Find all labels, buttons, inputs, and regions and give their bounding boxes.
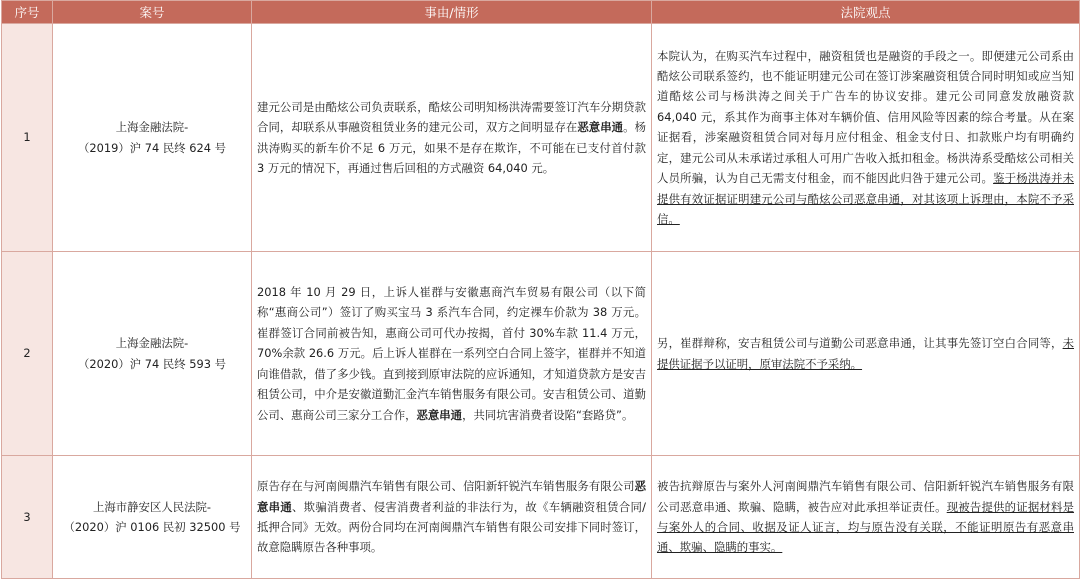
court-name: 上海金融法院- <box>115 120 189 135</box>
opinion-underlined: 未提供证据予以证明，原审法院不予采纳。 <box>657 336 1074 371</box>
facts-emphasis: 恶意串通 <box>577 120 624 135</box>
opinion-text: 被告抗辩原告与案外人河南闽鼎汽车销售有限公司、信阳新轩锐汽车销售服务有限公司恶意串通、欺骗、隐瞒，被告应对此承担举证责任。 <box>657 479 1074 514</box>
court-name: 上海金融法院- <box>115 336 189 351</box>
facts-emphasis: 恶意串通 <box>416 407 463 422</box>
table-row <box>2 456 1080 579</box>
facts-text: 原告存在与河南闽鼎汽车销售有限公司、信阳新轩锐汽车销售服务有限公司 <box>257 479 635 494</box>
table-row <box>2 24 1080 252</box>
opinion-cell <box>652 252 1080 456</box>
case-number: （2020）沪 74 民终 593 号 <box>77 356 227 371</box>
opinion-text: 另，崔群辩称，安吉租赁公司与道勤公司恶意串通，让其事先签订空白合同等， <box>657 336 1063 351</box>
row-seq: 2 <box>2 252 53 456</box>
facts-text-cont: 、欺骗消费者、侵害消费者利益的非法行为，故《车辆融资租赁合同/抵押合同》无效。两份合同均在河南闽鼎汽车销售有限公司安排下同时签订，故意隐瞒原告各种事项。 <box>257 499 646 555</box>
facts-text-cont: ，共同坑害消费者设陷“套路贷”。 <box>462 407 634 422</box>
opinion-cell <box>652 24 1080 252</box>
facts-text: 建元公司是由酷炫公司负责联系，酷炫公司明知杨洪涛需要签订汽车分期贷款合同，却联系从事融资租赁业务的建元公司，双方之间明显存在 <box>257 99 646 135</box>
opinion-text: 本院认为，在购买汽车过程中，融资租赁也是融资的手段之一。即便建元公司系由酷炫公司联系签约，也不能证明建元公司在签订涉案融资租赁合同时明知或应当知道酷炫公司与杨洪涛之间关于广告车的协议安排。建元公司同意发放融资款 64,040 元，系其作为商事主体对车辆价值、信用风险等因素的综合考量。从在案证据看，涉案融资租赁合同对每月应付租金、租金支付日、扣款账户均有明确约定，建元公司从未承诺过承租人可用广告收入抵扣租金。杨洪涛系受酷炫公司相关人员所骗，认为自己无需支付租金，而不能因此归咎于建元公司。 <box>657 48 1074 186</box>
table-header-row <box>2 1 1080 24</box>
header-seq: 序号 <box>2 1 53 24</box>
table-row <box>2 252 1080 456</box>
case-number: （2020）沪 0106 民初 32500 号 <box>63 520 241 534</box>
case-cell <box>53 252 252 456</box>
opinion-cell <box>652 456 1080 579</box>
row-seq: 3 <box>2 456 53 579</box>
row-seq: 1 <box>2 24 53 252</box>
case-cell <box>53 456 252 579</box>
case-number: （2019）沪 74 民终 624 号 <box>77 140 227 155</box>
case-table <box>1 0 1080 579</box>
facts-text-cont: 。杨洪涛购买的新车价不足 6 万元，如果不是存在欺诈，不可能在已支付首付款 3 万元的情况下，再通过售后回租的方式融资 64,040 元。 <box>257 120 646 175</box>
header-opinion: 法院观点 <box>652 1 1080 24</box>
header-facts: 事由/情形 <box>252 1 652 24</box>
court-name: 上海市静安区人民法院- <box>92 499 212 514</box>
facts-emphasis: 恶意串通 <box>257 479 646 514</box>
facts-cell <box>252 24 652 252</box>
facts-cell <box>252 252 652 456</box>
opinion-underlined: 鉴于杨洪涛并未提供有效证据证明建元公司与酷炫公司恶意串通，对其该项上诉理由，本院不予采信。 <box>657 171 1074 226</box>
header-case-no: 案号 <box>53 1 252 24</box>
facts-text: 2018 年 10 月 29 日，上诉人崔群与安徽惠商汽车贸易有限公司（以下简称“惠商公司”）签订了购买宝马 3 系汽车合同，约定裸车价款为 38 万元。崔群签订合同前被告知，惠商公司可代办按揭，首付 30%车款 11.4 万元，70%余款 26.6 万元。后上诉人崔群在一系列空白合同上签字，崔群并不知道向谁借款，借了多少钱。直到接到原审法院的应诉通知，才知道贷款方是安吉租赁公司，中介是安徽道勤汇金汽车销售服务有限公司。安吉租赁公司、道勤公司、惠商公司三家分工合作， <box>257 285 646 422</box>
opinion-underlined: 现被告提供的证据材料是与案外人的合同、收据及证人证言，均与原告没有关联，不能证明原告有恶意串通、欺骗、隐瞒的事实。 <box>657 499 1074 555</box>
facts-cell <box>252 456 652 579</box>
case-cell <box>53 24 252 252</box>
